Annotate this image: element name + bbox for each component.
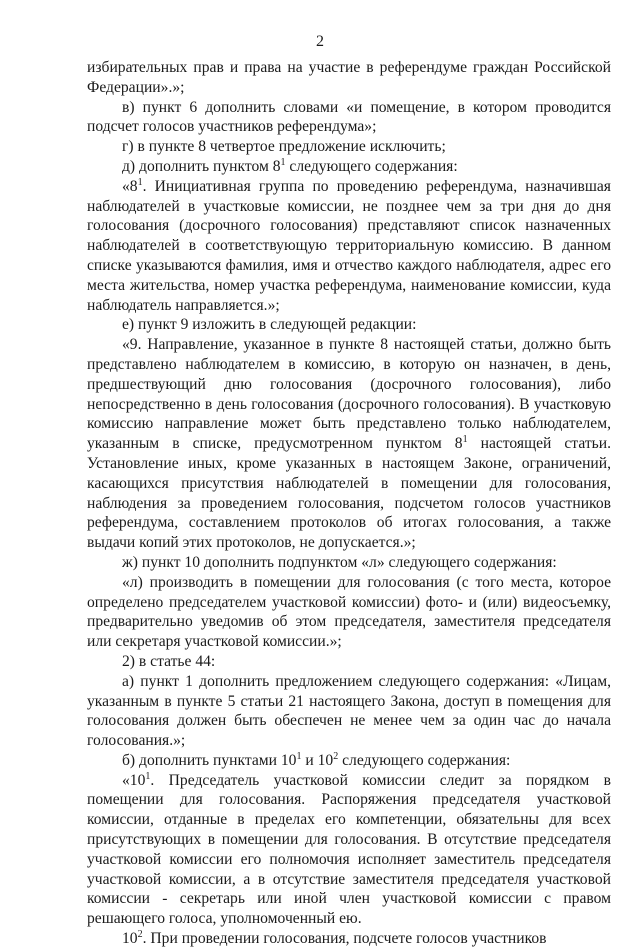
text-run: б) дополнить пунктами 10 [122, 751, 297, 769]
text-run: и 10 [301, 751, 334, 769]
text-run: д) дополнить пунктом 8 [122, 157, 281, 175]
superscript: 1 [137, 176, 143, 188]
superscript: 1 [280, 156, 286, 168]
paragraph-item-d [87, 157, 611, 177]
text-run: «9. Направление, указанное в пункте 8 настоящей статьи, должно быть представлено наблюдателем в комиссию, в которую он назначен, в день, предшествующий дню голосования (досрочного голосования), либо непосредственно в день голосования (досрочного голосования). В участковую комиссию направление может быть представлено только наблюдателем, указанным в списке, предусмотренном пунктом 8 [87, 336, 611, 453]
superscript: 2 [333, 750, 339, 762]
paragraph-point-9 [87, 335, 611, 553]
text-run: . Инициативная группа по проведению референдума, назначившая наблюдателей в участковые комиссии, не позднее чем за три дня до дня голосования (досрочного голосования) представляют список назначенных наблюдателей в соответствующую территориальную комиссию. В данном списке указываются фамилия, имя и отчество каждого наблюдателя, адрес его места жительства, номер участка референдума, наименование комиссии, куда наблюдатель направляется.»; [87, 177, 611, 314]
paragraph-item-a: а) пункт 1 дополнить предложением следующего содержания: «Лицам, указанным в пункте 5 статьи 21 настоящего Закона, доступ в помещения для голосования должен быть обеспечен не менее чем за один час до начала голосования.»; [87, 672, 611, 750]
superscript: 1 [296, 750, 302, 762]
text-run: «10 [122, 771, 146, 789]
text-run: следующего содержания: [338, 751, 511, 769]
text-run: следующего содержания: [285, 157, 458, 175]
paragraph-item-b [87, 751, 611, 771]
paragraph-continuation: избирательных прав и права на участие в референдуме граждан Российской Федерации».»; [87, 59, 611, 96]
paragraph-point-10-1 [87, 771, 611, 929]
text-run: «8 [122, 177, 138, 195]
superscript: 2 [137, 929, 143, 941]
text-run: настоящей статьи. Установление иных, кроме указанных в настоящем Законе, ограничений, касающихся присутствия наблюдателей в помещении для голосования, наблюдения за проведением голосования, подсчетом голосов участников референдума, составлением протоколов об итогах голосования, а также выдачи копий этих протоколов, не допускается.»; [87, 435, 612, 552]
superscript: 1 [462, 434, 468, 446]
paragraph-item-g: г) в пункте 8 четвертое предложение исключить; [122, 138, 446, 156]
paragraph-item-e: е) пункт 9 изложить в следующей редакции: [122, 316, 417, 334]
paragraph-item-v: в) пункт 6 дополнить словами «и помещение, в котором проводится подсчет голосов участников референдума»; [87, 98, 611, 136]
text-run: . Председатель участковой комиссии следит за порядком в помещении для голосования. Распоряжения председателя участковой комиссии, отданные в пределах его компетенции, обязательны для всех присутствующих в помещении для голосования. В отсутствие председателя участковой комиссии его полномочия исполняет заместитель председателя участковой комиссии, а в отсутствие заместителя председателя участковой комиссии - секретарь или иной член участковой комиссии с правом решающего голоса, уполномоченный ею. [87, 771, 611, 928]
paragraph-point-8-1 [87, 177, 611, 316]
paragraph-item-zh: ж) пункт 10 дополнить подпунктом «л» следующего содержания: [122, 553, 557, 571]
paragraph-subpoint-l: «л) производить в помещении для голосования (с того места, которое определено председателем участковой комиссии) фото- и (или) видеосъемку, предварительно уведомив об этом председателя, заместителя председателя или секретаря участковой комиссии.»; [87, 573, 611, 651]
page-number: 2 [316, 33, 324, 50]
document-body [87, 58, 611, 949]
paragraph-article-44: 2) в статье 44: [122, 652, 216, 670]
text-run: . При проведении голосования, подсчете голосов участников [142, 930, 547, 948]
paragraph-point-10-2 [87, 929, 611, 949]
superscript: 1 [145, 770, 151, 782]
text-run: 10 [122, 930, 138, 948]
